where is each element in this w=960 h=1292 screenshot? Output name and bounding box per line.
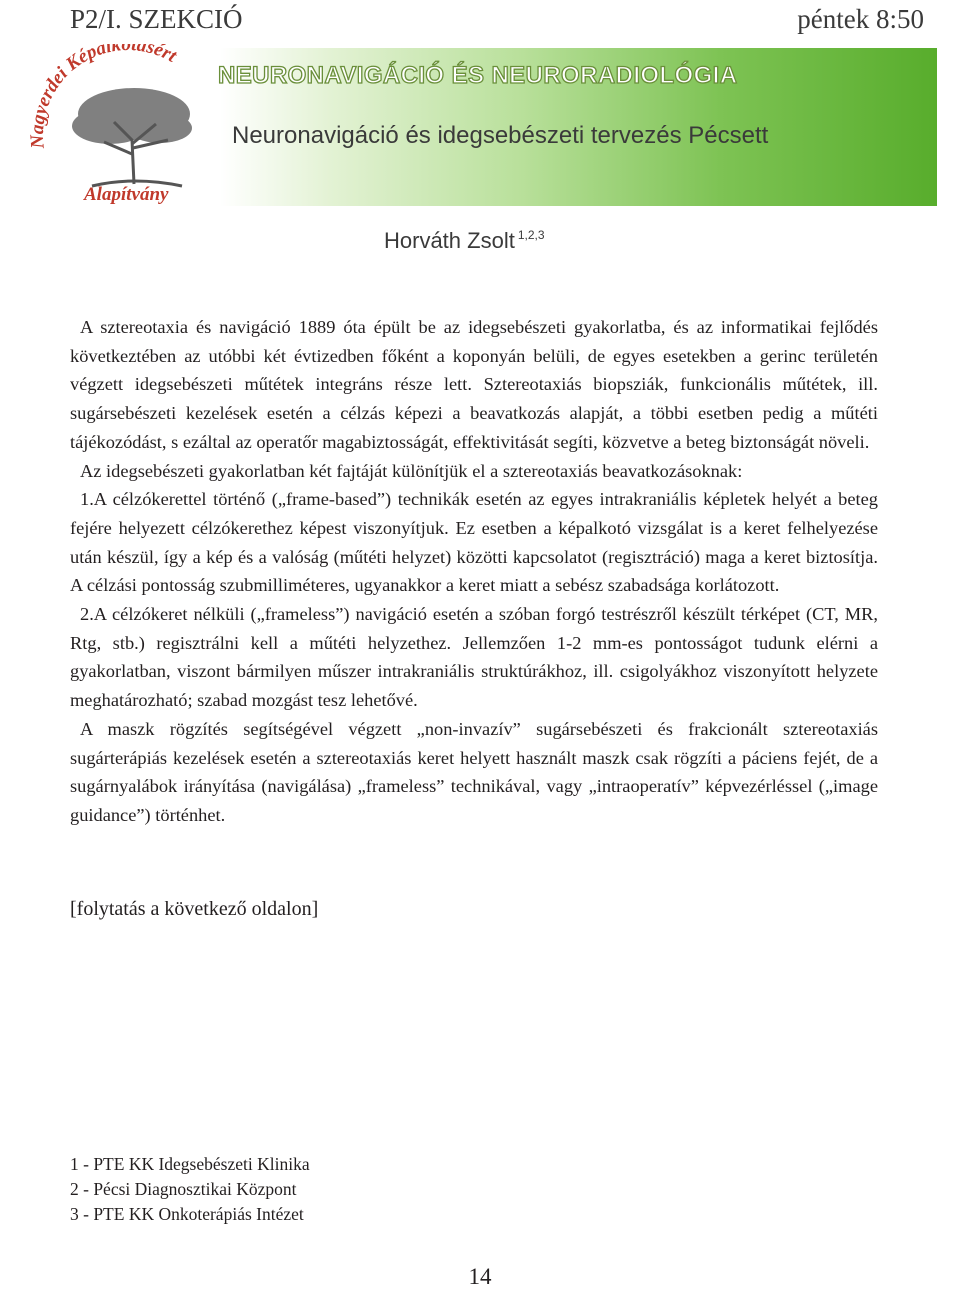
section-label: P2/I. SZEKCIÓ (70, 4, 243, 34)
continuation-note: [folytatás a következő oldalon] (70, 898, 319, 920)
paragraph-4: 2.A célzókeret nélküli („frameless”) navigáció esetén a szóban forgó testrészről készült térképet (CT, MR, Rtg, stb.) regisztrálni kell a műtéti helyzethez. Jellemzően 1-2 mm-es pontosságot tudunk elérni a gyakorlatban, viszont bármilyen műszer intrakraniális struktúrákhoz, ill. csigolyákhoz viszonyított helyzete meghatározható; szabad mozgást tesz lehetővé. (70, 604, 878, 711)
author-name: Horváth Zsolt (384, 228, 515, 253)
page-number: 14 (468, 1264, 492, 1289)
author-line (384, 228, 545, 254)
author-affiliations: 1,2,3 (517, 228, 545, 242)
abstract-body (70, 313, 878, 830)
paragraph-3: 1.A célzókerettel történő („frame-based”) technikák esetén az egyes intrakraniális képletek helyét a beteg fejére helyezett célzókerethez képest viszonyítjuk. Ez esetben a képalkotó vizsgálat is a keret felhelyezése után készül, így a kép és a valóság (műtéti helyzet) közötti kapcsolatot (regisztráció) maga a keret biztosítja. A célzási pontosság szubmilliméteres, ugyanakkor a keret miatt a sebész szabadsága korlátozott. (70, 489, 878, 596)
foundation-logo (22, 44, 232, 210)
paragraph-1: A sztereotaxia és navigáció 1889 óta épült be az idegsebészeti gyakorlatba, és az informatikai fejlődés következtében az utóbbi két évtizedben főként a koponyán belüli, de egyes esetekben a gerinc területén végzett idegsebészeti műtétek integráns része lett. Sztereotaxiás biopsziák, funkcionális műtétek, ill. sugársebészeti kezelések esetén a célzás képezi a beavatkozás alapját, a többi esetben pedig a műtéti tájékozódást, s ezáltal az operatőr magabiztosságát, effektivitását segíti, közvetve a beteg biztonságát növeli. (70, 317, 878, 452)
footnote-3: 3 - PTE KK Onkoterápiás Intézet (70, 1204, 304, 1224)
footnote-1: 1 - PTE KK Idegsebészeti Klinika (70, 1154, 310, 1174)
logo-bottom-text: Alapítvány (84, 184, 169, 205)
paragraph-2: Az idegsebészeti gyakorlatban két fajtáját különítjük el a sztereotaxiás beavatkozásoknak: (80, 460, 743, 481)
banner-title: NEURONAVIGÁCIÓ ÉS NEURORADIOLÓGIA (218, 62, 738, 89)
session-time: péntek 8:50 (797, 4, 924, 34)
footnotes (70, 1152, 310, 1227)
paragraph-5: A maszk rögzítés segítségével végzett „non-invazív” sugársebészeti és frakcionált sztereotaxiás sugárterápiás kezelések esetén a sztereotaxiás keret helyett használt maszk csak rögzíti a páciens fejét, de a sugárnyalábok irányítása (navigálása) „frameless” technikával, vagy „intraoperatív” képvezérléssel („image guidance”) történhet. (70, 718, 878, 825)
tree-logo-icon (22, 44, 232, 210)
footnote-2: 2 - Pécsi Diagnosztikai Központ (70, 1179, 297, 1199)
banner-subtitle: Neuronavigáció és idegsebészeti tervezés Pécsett (232, 122, 769, 149)
logo-arc-text: Nagyerdei Képalkotásért (26, 44, 181, 150)
